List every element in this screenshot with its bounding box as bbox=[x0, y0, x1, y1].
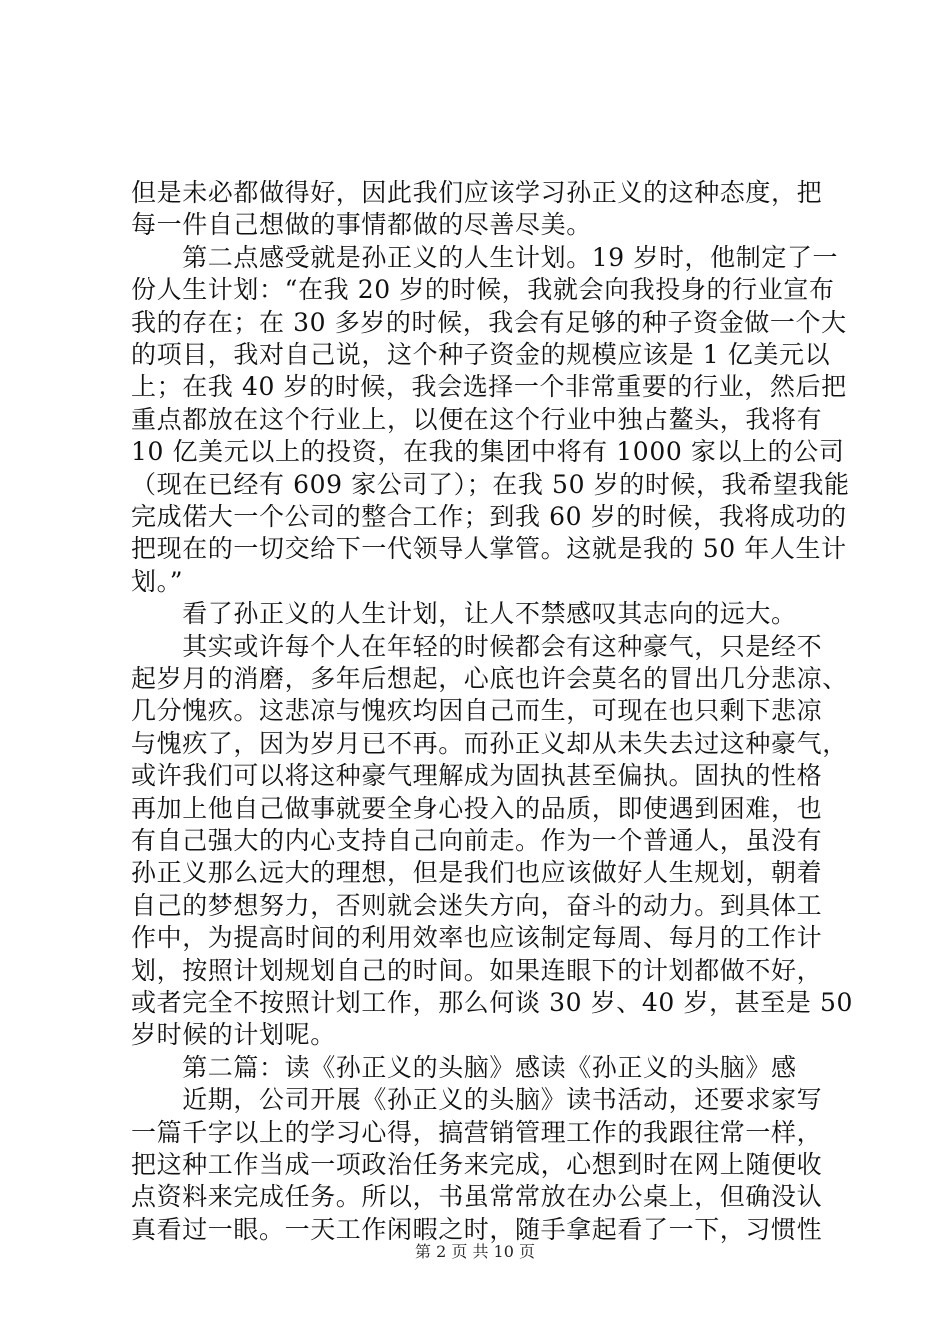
text-line: 重点都放在这个行业上，以便在这个行业中独占鳌头，我将有 bbox=[131, 404, 823, 434]
page-footer: 第 2 页 共 10 页 bbox=[415, 1242, 535, 1261]
text-line: 的项目，我对自己说，这个种子资金的规模应该是 1 亿美元以 bbox=[131, 340, 831, 369]
text-line: 第二篇：读《孙正义的头脑》感读《孙正义的头脑》感 bbox=[131, 1052, 797, 1082]
text-line: 划。” bbox=[131, 566, 184, 596]
text-line: 上；在我 40 岁的时候，我会选择一个非常重要的行业，然后把 bbox=[131, 372, 847, 402]
text-line: 近期，公司开展《孙正义的头脑》读书活动，还要求家写 bbox=[131, 1085, 823, 1115]
text-line: 岁时候的计划呢。 bbox=[131, 1020, 336, 1050]
text-line: 把这种工作当成一项政治任务来完成，心想到时在网上随便收 bbox=[131, 1150, 823, 1179]
text-line: 再加上他自己做事就要全身心投入的品质，即使遇到困难，也 bbox=[131, 793, 823, 823]
text-line: 把现在的一切交给下一代领导人掌管。这就是我的 50 年人生计 bbox=[131, 534, 847, 564]
text-line: （现在已经有 609 家公司了）；在我 50 岁的时候，我希望我能 bbox=[131, 469, 850, 499]
text-line: 份人生计划：“在我 20 岁的时候，我就会向我投身的行业宣布 bbox=[131, 275, 835, 305]
text-line: 其实或许每个人在年轻的时候都会有这种豪气，只是经不 bbox=[131, 631, 823, 661]
text-line: 但是未必都做得好，因此我们应该学习孙正义的这种态度，把 bbox=[131, 178, 823, 207]
text-line: 或者完全不按照计划工作，那么何谈 30 岁、40 岁，甚至是 50 bbox=[131, 988, 854, 1017]
text-line: 与愧疚了，因为岁月已不再。而孙正义却从未失去过这种豪气， bbox=[131, 728, 848, 758]
text-line: 看了孙正义的人生计划，让人不禁感叹其志向的远大。 bbox=[131, 599, 797, 629]
text-line: 每一件自己想做的事情都做的尽善尽美。 bbox=[131, 210, 592, 240]
text-line: 几分愧疚。这悲凉与愧疚均因自己而生，可现在也只剩下悲凉 bbox=[131, 696, 823, 726]
text-line: 孙正义那么远大的理想，但是我们也应该做好人生规划，朝着 bbox=[131, 858, 823, 888]
text-line: 完成偌大一个公司的整合工作；到我 60 岁的时候，我将成功的 bbox=[131, 502, 847, 531]
text-line: 有自己强大的内心支持自己向前走。作为一个普通人，虽没有 bbox=[131, 826, 823, 855]
text-line: 点资料来完成任务。所以，书虽常常放在办公桌上，但确没认 bbox=[131, 1182, 823, 1212]
text-line: 10 亿美元以上的投资，在我的集团中将有 1000 家以上的公司 bbox=[131, 437, 845, 467]
text-line: 真看过一眼。一天工作闲暇之时，随手拿起看了一下，习惯性 bbox=[131, 1214, 823, 1244]
text-line: 作中，为提高时间的利用效率也应该制定每周、每月的工作计 bbox=[131, 923, 823, 953]
text-line: 或许我们可以将这种豪气理解成为固执甚至偏执。固执的性格 bbox=[131, 761, 823, 791]
text-line: 一篇千字以上的学习心得，搞营销管理工作的我跟往常一样， bbox=[131, 1117, 823, 1147]
text-line: 起岁月的消磨，多年后想起，心底也许会莫名的冒出几分悲凉、 bbox=[131, 664, 848, 693]
text-line: 我的存在；在 30 多岁的时候，我会有足够的种子资金做一个大 bbox=[131, 307, 847, 337]
text-line: 划，按照计划规划自己的时间。如果连眼下的计划都做不好， bbox=[131, 955, 823, 985]
text-line: 第二点感受就是孙正义的人生计划。19 岁时，他制定了一 bbox=[131, 242, 839, 272]
text-line: 自己的梦想努力，否则就会迷失方向，奋斗的动力。到具体工 bbox=[131, 890, 823, 920]
